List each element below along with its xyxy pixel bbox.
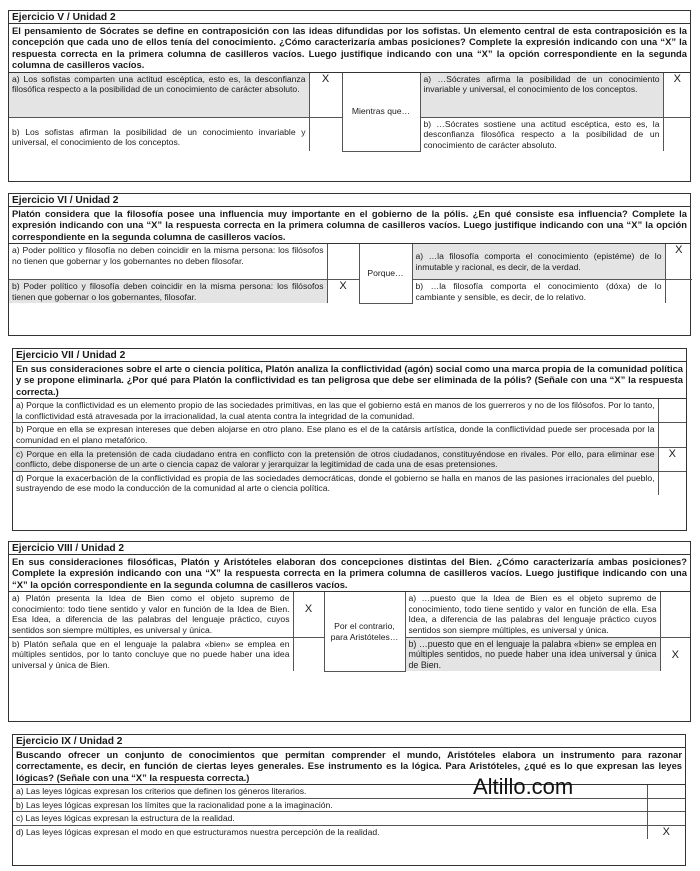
answer-box[interactable] [647, 812, 685, 826]
exercise-question: En sus consideraciones sobre el arte o ciencia política, Platón analiza la conflictividad (agón) social como una marca propia de la comunidad política y se propone eliminarla. ¿Por qué para Platón la conflictividad es tan peligrosa que debe ser eliminada de la pólis? (Señale con una “X” la respuesta correcta.) [13, 362, 686, 399]
option-text: a) …la filosofía comporta el conocimiento (epistéme) de lo inmutable y racional, es decir, de la verdad. [412, 244, 665, 280]
exercise-5 [8, 10, 691, 182]
option-text: b) …la filosofía comporta el conocimiento (dóxa) de lo cambiante y sensible, es decir, de lo relativo. [412, 280, 665, 304]
connector-text: Mientras que… [342, 73, 420, 152]
answer-box[interactable] [660, 592, 690, 637]
table-row [9, 280, 692, 304]
option-text: a) Los sofistas comparten una actitud escéptica, esto es, la desconfianza filosófica respecto a la posibilidad de un conocimiento de carácter absoluto. [9, 73, 309, 118]
option-text: b) …Sócrates sostiene una actitud escéptica, esto es, la desconfianza filosófica respecto a la posibilidad de un conocimiento de carácter absoluto. [420, 117, 663, 151]
table-row [13, 785, 685, 798]
answer-box[interactable]: X [665, 244, 692, 280]
table-row [13, 798, 685, 812]
answer-box[interactable]: X [647, 826, 685, 839]
option-text: b) Poder político y filosofía deben coincidir en la misma persona: los filósofos tienen que gobernar o los gobernantes, filosofar. [9, 280, 327, 304]
answer-box[interactable] [663, 117, 691, 151]
answer-box[interactable]: X [309, 73, 342, 118]
table-row [9, 592, 690, 637]
option-text: b) Las leyes lógicas expresan los límites que la racionalidad pone a la imaginación. [13, 798, 647, 812]
connector-text: Porque… [359, 244, 412, 303]
option-text: d) Las leyes lógicas expresan el modo en que estructuramos nuestra percepción de la realidad. [13, 826, 647, 839]
option-text: a) …puesto que la Idea de Bien es el objeto supremo de conocimiento, todo tiene sentido y valor en función de ella. Esa Idea, a diferencia de las palabras del lenguaje práctico cuyos sentidos son siempre múltiples, es universal y única. [405, 592, 660, 637]
answer-table [9, 73, 691, 152]
option-text: a) Poder político y filosofía no deben coincidir en la misma persona: los filósofos no tienen que gobernar y los gobernantes no deben filosofar. [9, 244, 327, 280]
answer-box[interactable]: X [663, 73, 691, 118]
exercise-header: Ejercicio IX / Unidad 2 [13, 735, 685, 748]
answer-box[interactable]: X [658, 447, 686, 471]
answer-box[interactable] [658, 471, 686, 495]
exercise-6 [8, 193, 691, 336]
option-text: a) Porque la conflictividad es un elemento propio de las sociedades primitivas, en las que el gobierno está en manos de los guerreros y no de los filósofos. Por lo tanto, la conflictividad está atravesada por la irracionalidad, la cual atenta contra la integridad de la comunidad. [13, 399, 658, 423]
answer-box[interactable] [665, 280, 692, 304]
answer-table [13, 785, 685, 838]
option-text: a) Las leyes lógicas expresan los criterios que definen los géneros literarios. [13, 785, 647, 798]
answer-table [9, 592, 690, 672]
exercise-header: Ejercicio V / Unidad 2 [9, 11, 690, 24]
option-text: b) Platón señala que en el lenguaje la palabra «bien» se emplea en múltiples sentidos, por lo tanto concluye que no puede haber una idea universal y única de Bien. [9, 637, 293, 671]
exercise-header: Ejercicio VII / Unidad 2 [13, 349, 686, 362]
answer-box[interactable] [309, 117, 342, 151]
option-text: b) …puesto que en el lenguaje la palabra «bien» se emplea en múltiples sentidos, no puede haber una idea universal y única de Bien. [405, 637, 660, 671]
option-text: a) Platón presenta la Idea de Bien como el objeto supremo de conocimiento: todo tiene sentido y valor en función de la Idea de Bien. Esa Idea, a diferencia de las palabras del lenguaje práctico, cuyos sentidos son siempre múltiples, es universal y única. [9, 592, 293, 637]
option-text: c) Las leyes lógicas expresan la estructura de la realidad. [13, 812, 647, 826]
answer-table [13, 399, 686, 495]
table-row [9, 73, 691, 118]
exercise-question: En sus consideraciones filosóficas, Platón y Aristóteles elaboran dos concepciones distintas del Bien. ¿Cómo caracterizaría ambas posiciones? Complete la expresión indicando con una “X” la respuesta correcta en la primera columna de casilleros vacíos. Luego justifique indicando con una “X” la opción correspondiente en la segunda columna de casilleros vacíos. [9, 555, 690, 592]
exercise-question: El pensamiento de Sócrates se define en contraposición con las ideas difundidas por los sofistas. Un elemento central de esta contraposición es la concepción que cada uno de ellos tenía del conocimiento. ¿Cómo caracterizaría ambas posiciones? Complete la expresión indicando con una “X” la respuesta correcta en la primera columna de casilleros vacíos. Luego justifique indicando con una “X” la opción correspondiente en la segunda columna de casilleros vacíos. [9, 24, 690, 73]
watermark-logo: Altillo.com [473, 774, 574, 799]
table-row [13, 812, 685, 826]
answer-box[interactable] [293, 637, 324, 671]
exercise-7 [12, 348, 687, 531]
option-text: d) Porque la exacerbación de la conflictividad es propia de las sociedades democráticas, donde el gobierno se halla en manos de las pasiones irracionales del pueblo, sustrayendo de ese modo la conducción de la comunidad al arte o ciencia política. [13, 471, 658, 495]
answer-box[interactable] [327, 244, 359, 280]
table-row [13, 826, 685, 839]
option-text: c) Porque en ella la pretensión de cada ciudadano entra en conflicto con la pretensión de otros ciudadanos, constituyéndose en rivales. Por ello, para eliminar ese conflicto, debe disponerse de un arte o ciencia capaz de valorar y jerarquizar la legitimidad de cada una de esas pretensiones. [13, 447, 658, 471]
answer-box[interactable] [658, 399, 686, 423]
exercise-9 [12, 734, 686, 866]
exercise-header: Ejercicio VI / Unidad 2 [9, 194, 690, 207]
table-row [9, 244, 692, 280]
exercise-header: Ejercicio VIII / Unidad 2 [9, 542, 690, 555]
option-text: b) Porque en ella se expresan intereses que deben alojarse en otro plano. Ese plano es el de la catársis artística, donde la conflictividad puede ser procesada por la comunidad en el plano metafórico. [13, 423, 658, 447]
option-text: b) Los sofistas afirman la posibilidad de un conocimiento invariable y universal, el conocimiento de los conceptos. [9, 117, 309, 151]
table-row [13, 399, 686, 423]
table-row [13, 447, 686, 471]
exercise-question: Buscando ofrecer un conjunto de conocimientos que permitan comprender el mundo, Aristóteles elabora un instrumento para razonar correctamente, es decir, en función de ciertas leyes generales. Ese instrumento es la lógica. Para Aristóteles, ¿qué es lo que expresan las leyes lógicas? (Señale con una “X” la respuesta correcta.) [13, 748, 685, 785]
answer-box[interactable]: X [327, 280, 359, 304]
table-row [13, 471, 686, 495]
exercise-8 [8, 541, 691, 722]
answer-box[interactable] [647, 798, 685, 812]
table-row [13, 423, 686, 447]
answer-box[interactable]: X [293, 592, 324, 637]
answer-box[interactable] [647, 785, 685, 798]
answer-box[interactable] [658, 423, 686, 447]
connector-text: Por el contrario, para Aristóteles… [324, 592, 405, 671]
answer-box[interactable]: X [660, 637, 690, 671]
answer-table [9, 244, 692, 304]
option-text: a) …Sócrates afirma la posibilidad de un conocimiento invariable y universal, el conocimiento de los conceptos. [420, 73, 663, 118]
exercise-question: Platón considera que la filosofía posee una influencia muy importante en el gobierno de la pólis. ¿En qué consiste esa influencia? Complete la expresión indicando con una “X” la respuesta correcta en la primera columna de casilleros vacíos. Luego justifique indicando con una “X” la opción correspondiente en la segunda columna de casilleros vacíos. [9, 207, 690, 244]
